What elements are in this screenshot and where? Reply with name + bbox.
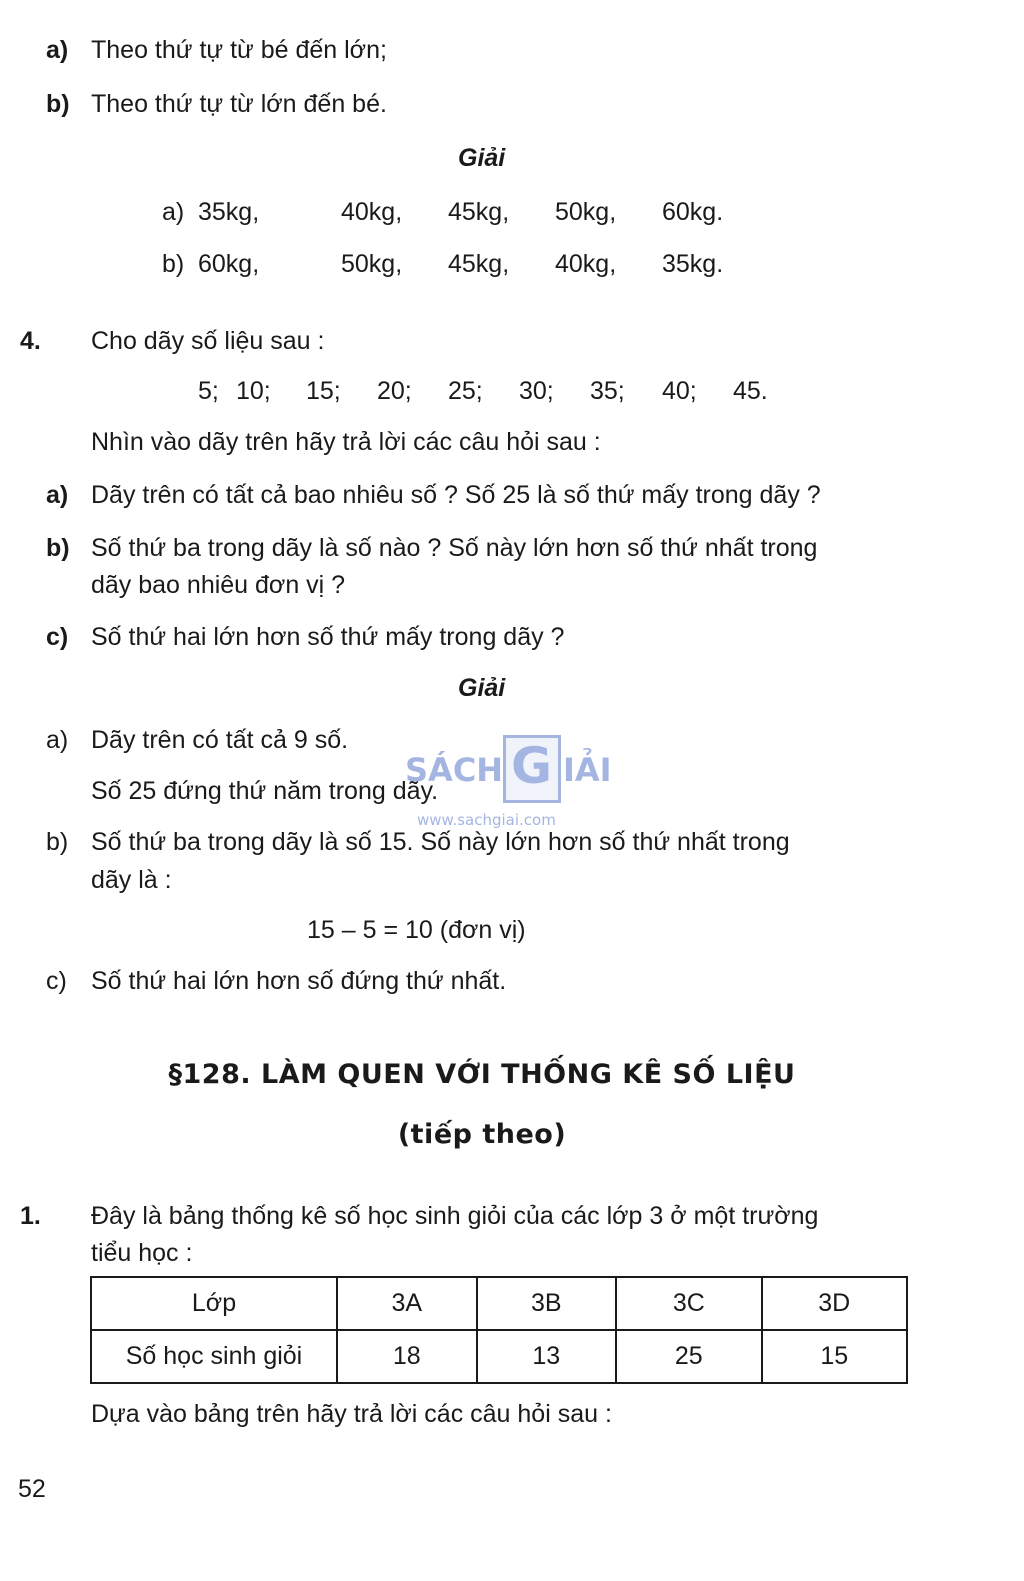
sequence-value: 10; [236, 377, 271, 405]
question-text-a: Dãy trên có tất cả bao nhiêu số ? Số 25 là số thứ mấy trong dãy ? [91, 481, 821, 509]
answer-a-line2: Số 25 đứng thứ năm trong dãy. [91, 777, 439, 805]
sequence-value: 40; [662, 377, 697, 405]
table-header-cell: 3C [616, 1277, 761, 1330]
answer-value: 45kg, [448, 250, 510, 278]
sequence-value: 20; [377, 377, 412, 405]
table-cell: 15 [762, 1330, 907, 1383]
question-text-b-line2: dãy bao nhiêu đơn vị ? [91, 571, 346, 599]
answer-value: 35kg. [662, 250, 724, 278]
table-header-label: Lớp [91, 1277, 337, 1330]
problem-prompt: Nhìn vào dãy trên hãy trả lời các câu hỏi sau : [91, 428, 601, 456]
question-label-b: b) [46, 534, 70, 562]
answer-value: 40kg, [555, 250, 617, 278]
answer-value: 60kg. [662, 198, 724, 226]
sequence-value: 45. [733, 377, 768, 405]
question-label-a: a) [46, 481, 69, 509]
item-text-a: Theo thứ tự từ bé đến lớn; [91, 36, 387, 64]
statistics-table [90, 1276, 908, 1384]
section-title: §128. LÀM QUEN VỚI THỐNG KÊ SỐ LIỆU [168, 1059, 796, 1090]
answer-value: 50kg, [341, 250, 403, 278]
sequence-value: 30; [519, 377, 554, 405]
sequence-value: 35; [590, 377, 625, 405]
table-row [91, 1277, 907, 1330]
table-cell: 18 [337, 1330, 477, 1383]
answer-label-c: c) [46, 967, 67, 995]
sequence-value: 25; [448, 377, 483, 405]
item-label-b: b) [46, 90, 70, 118]
item-text-b: Theo thứ tự từ lớn đến bé. [91, 90, 387, 118]
table-header-cell: 3D [762, 1277, 907, 1330]
answer-value: 35kg, [198, 198, 260, 226]
item-label-a: a) [46, 36, 69, 64]
problem-text-line2: tiểu học : [91, 1239, 193, 1267]
question-text-b-line1: Số thứ ba trong dãy là số nào ? Số này lớn hơn số thứ nhất trong [91, 534, 818, 562]
answer-value: 60kg, [198, 250, 260, 278]
table-header-cell: 3A [337, 1277, 477, 1330]
section-subtitle: (tiếp theo) [397, 1119, 567, 1150]
solution-heading: Giải [458, 674, 506, 702]
question-label-c: c) [46, 623, 69, 651]
sequence-value: 5; [198, 377, 219, 405]
answer-a-line1: Dãy trên có tất cả 9 số. [91, 726, 349, 754]
page-number: 52 [18, 1475, 46, 1503]
table-row-label: Số học sinh giỏi [91, 1330, 337, 1383]
sequence-value: 15; [306, 377, 341, 405]
problem-prompt: Dựa vào bảng trên hãy trả lời các câu hỏi sau : [91, 1400, 612, 1428]
table-row [91, 1330, 907, 1383]
problem-number: 4. [20, 327, 41, 355]
answer-b-line1: Số thứ ba trong dãy là số 15. Số này lớn hơn số thứ nhất trong [91, 828, 790, 856]
problem-intro: Cho dãy số liệu sau : [91, 327, 325, 355]
answer-value: 45kg, [448, 198, 510, 226]
answer-label-b: b) [162, 250, 185, 278]
answer-b-line2: dãy là : [91, 866, 172, 894]
answer-value: 40kg, [341, 198, 403, 226]
table-header-cell: 3B [477, 1277, 617, 1330]
answer-b-equation: 15 – 5 = 10 (đơn vị) [307, 916, 526, 944]
answer-value: 50kg, [555, 198, 617, 226]
problem-text-line1: Đây là bảng thống kê số học sinh giỏi của các lớp 3 ở một trường [91, 1202, 819, 1230]
problem-number: 1. [20, 1202, 41, 1230]
table-cell: 13 [477, 1330, 617, 1383]
answer-label-a: a) [46, 726, 69, 754]
solution-heading: Giải [458, 144, 506, 172]
table-cell: 25 [616, 1330, 761, 1383]
answer-c-line1: Số thứ hai lớn hơn số đứng thứ nhất. [91, 967, 507, 995]
answer-label-b: b) [46, 828, 69, 856]
answer-label-a: a) [162, 198, 185, 226]
sachgiai-watermark-logo: SÁCH G IẢI www.sachgiai.com [405, 737, 612, 829]
question-text-c: Số thứ hai lớn hơn số thứ mấy trong dãy ? [91, 623, 565, 651]
